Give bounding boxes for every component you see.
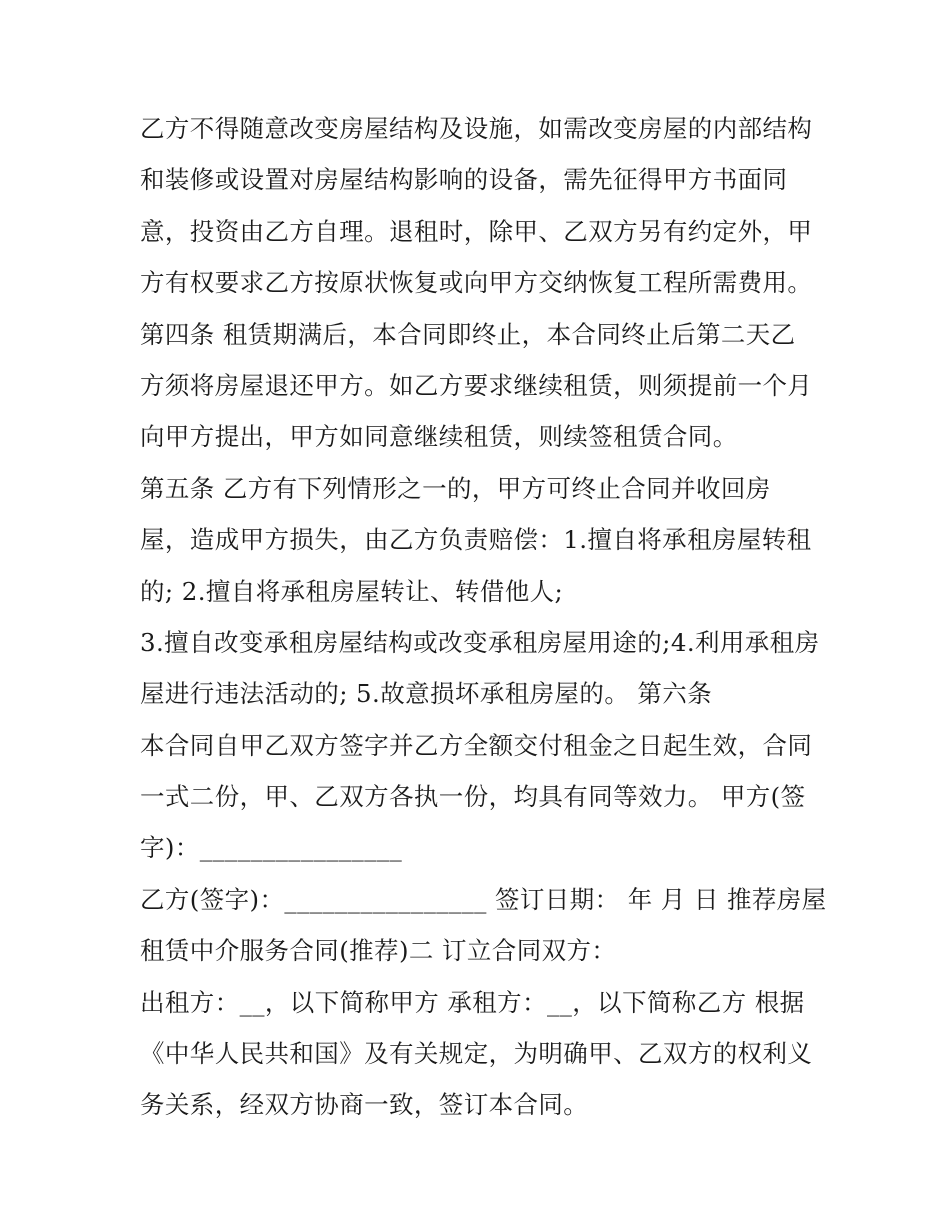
text-line: 3.擅自改变承租房屋结构或改变承租房屋用途的;4.利用承租房 bbox=[140, 627, 820, 657]
text-line: 方须将房屋退还甲方。如乙方要求继续租赁，则须提前一个月 bbox=[140, 370, 813, 400]
text-line: 和装修或设置对房屋结构影响的设备，需先征得甲方书面同 bbox=[140, 165, 788, 195]
text-line: 务关系，经双方协商一致，签订本合同。 bbox=[140, 1090, 589, 1120]
text-line: 向甲方提出，甲方如同意继续租赁，则续签租赁合同。 bbox=[140, 422, 738, 452]
article-6-line: 屋进行违法活动的; 5.故意损坏承租房屋的。 第六条 bbox=[140, 679, 713, 709]
text-line: 《中华人民共和国》及有关规定，为明确甲、乙双方的权利义 bbox=[140, 1039, 813, 1069]
parties-line: 出租方：__，以下简称甲方 承租方：__，以下简称乙方 根据 bbox=[140, 987, 805, 1017]
text-line: 本合同自甲乙双方签字并乙方全额交付租金之日起生效，合同 bbox=[140, 730, 813, 760]
text-line: 的; 2.擅自将承租房屋转让、转借他人; bbox=[140, 576, 564, 606]
text-line: 方有权要求乙方按原状恢复或向甲方交纳恢复工程所需费用。 bbox=[140, 268, 813, 298]
text-line: 意，投资由乙方自理。退租时，除甲、乙双方另有约定外，甲 bbox=[140, 216, 813, 246]
party-b-signature-line: 乙方(签字)：________________ 签订日期： 年 月 日 推荐房屋 bbox=[140, 884, 827, 914]
party-a-signature-line: 字)：________________ bbox=[140, 833, 403, 863]
text-line: 一式二份，甲、乙双方各执一份，均具有同等效力。 甲方(签 bbox=[140, 782, 806, 812]
contract-body-text bbox=[140, 103, 830, 1131]
text-line: 乙方不得随意改变房屋结构及设施，如需改变房屋的内部结构 bbox=[140, 114, 813, 143]
text-line: 屋，造成甲方损失，由乙方负责赔偿：1.擅自将承租房屋转租 bbox=[140, 525, 812, 555]
article-5-line: 第五条 乙方有下列情形之一的，甲方可终止合同并收回房 bbox=[140, 473, 771, 503]
section-heading-line: 租赁中介服务合同(推荐)二 订立合同双方： bbox=[140, 936, 617, 966]
article-4-line: 第四条 租赁期满后，本合同即终止，本合同终止后第二天乙 bbox=[140, 319, 796, 349]
